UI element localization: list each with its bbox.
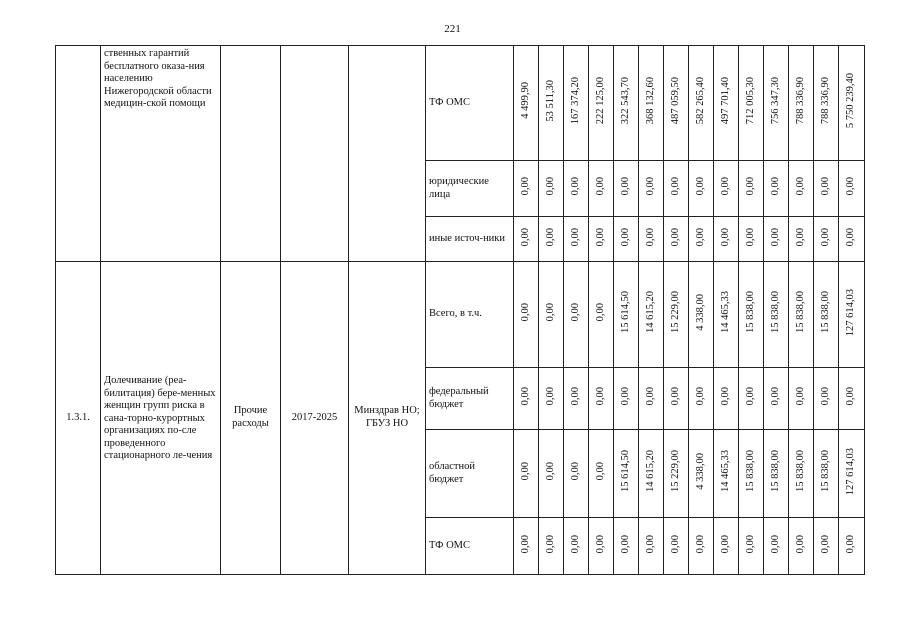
amount-cell <box>689 161 714 217</box>
amount-value: 322 543,70 <box>619 77 631 125</box>
amount-cell <box>714 430 739 518</box>
amount-cell <box>689 262 714 368</box>
amount-value: 0,00 <box>519 534 531 553</box>
amount-value: 0,00 <box>669 387 681 406</box>
amount-value: 0,00 <box>544 177 556 196</box>
amount-cell <box>739 161 764 217</box>
amount-value: 4 338,00 <box>694 293 706 331</box>
amount-cell <box>664 518 689 575</box>
amount-value: 15 229,00 <box>669 450 681 493</box>
funding-source: федеральный бюджет <box>426 368 514 430</box>
amount-cell <box>564 368 589 430</box>
executor: Минздрав НО; ГБУЗ НО <box>349 262 426 575</box>
amount-cell <box>764 161 789 217</box>
amount-cell <box>814 161 839 217</box>
amount-cell <box>539 430 564 518</box>
amount-value: 14 615,20 <box>644 450 656 493</box>
amount-cell <box>764 368 789 430</box>
amount-value: 0,00 <box>594 462 606 481</box>
amount-cell <box>639 217 664 262</box>
amount-cell <box>789 518 814 575</box>
amount-cell <box>839 262 865 368</box>
amount-cell <box>564 518 589 575</box>
measure-name: Долечивание (реа-билитация) бере-менных женщин групп риска в сана-торно-курортных организациях по-сле проведенного стационарного ле-чения <box>101 262 221 575</box>
amount-cell <box>714 217 739 262</box>
amount-value: 0,00 <box>845 387 857 406</box>
amount-cell <box>614 217 639 262</box>
amount-cell <box>814 518 839 575</box>
amount-value: 0,00 <box>594 534 606 553</box>
amount-cell <box>789 217 814 262</box>
amount-value: 5 750 239,40 <box>845 73 857 129</box>
budget-table-body <box>56 46 865 575</box>
amount-cell <box>664 217 689 262</box>
amount-cell <box>839 518 865 575</box>
amount-cell <box>539 518 564 575</box>
executor <box>349 46 426 262</box>
amount-value: 0,00 <box>519 303 531 322</box>
amount-cell <box>814 368 839 430</box>
amount-value: 0,00 <box>544 387 556 406</box>
amount-value: 127 614,03 <box>845 447 857 495</box>
amount-cell <box>639 262 664 368</box>
amount-cell <box>539 262 564 368</box>
amount-cell <box>789 368 814 430</box>
period <box>281 46 349 262</box>
amount-cell <box>689 217 714 262</box>
funding-source: юридические лица <box>426 161 514 217</box>
amount-cell <box>589 217 614 262</box>
period: 2017-2025 <box>281 262 349 575</box>
amount-cell <box>764 262 789 368</box>
amount-cell <box>739 262 764 368</box>
amount-value: 0,00 <box>794 387 806 406</box>
funding-source: областной бюджет <box>426 430 514 518</box>
amount-value: 712 005,30 <box>744 77 756 125</box>
amount-value: 15 838,00 <box>744 291 756 334</box>
amount-cell <box>514 262 539 368</box>
amount-value: 0,00 <box>519 462 531 481</box>
amount-value: 0,00 <box>694 227 706 246</box>
amount-value: 0,00 <box>769 387 781 406</box>
amount-value: 0,00 <box>669 177 681 196</box>
amount-cell <box>589 46 614 161</box>
amount-value: 0,00 <box>519 227 531 246</box>
amount-cell <box>714 262 739 368</box>
funding-source: ТФ ОМС <box>426 518 514 575</box>
amount-cell <box>639 368 664 430</box>
amount-value: 15 614,50 <box>619 450 631 493</box>
amount-value: 0,00 <box>744 177 756 196</box>
amount-value: 0,00 <box>644 534 656 553</box>
amount-cell <box>689 368 714 430</box>
amount-cell <box>764 217 789 262</box>
funding-source: иные источ-ники <box>426 217 514 262</box>
amount-cell <box>739 430 764 518</box>
amount-value: 53 511,30 <box>544 79 556 122</box>
amount-value: 0,00 <box>544 534 556 553</box>
amount-cell <box>539 46 564 161</box>
amount-cell <box>664 368 689 430</box>
amount-value: 0,00 <box>744 227 756 246</box>
expense-type: Прочие расходы <box>221 262 281 575</box>
amount-value: 0,00 <box>594 303 606 322</box>
amount-cell <box>639 518 664 575</box>
amount-value: 0,00 <box>744 387 756 406</box>
amount-value: 0,00 <box>619 534 631 553</box>
amount-value: 0,00 <box>719 177 731 196</box>
amount-value: 167 374,20 <box>569 77 581 125</box>
amount-cell <box>664 262 689 368</box>
amount-cell <box>514 161 539 217</box>
amount-cell <box>589 368 614 430</box>
amount-cell <box>589 161 614 217</box>
amount-cell <box>814 46 839 161</box>
amount-value: 0,00 <box>769 227 781 246</box>
amount-value: 0,00 <box>619 227 631 246</box>
amount-cell <box>614 430 639 518</box>
amount-value: 582 265,40 <box>694 77 706 125</box>
amount-cell <box>614 368 639 430</box>
amount-value: 0,00 <box>744 534 756 553</box>
amount-cell <box>639 430 664 518</box>
amount-cell <box>789 161 814 217</box>
amount-value: 0,00 <box>769 177 781 196</box>
amount-cell <box>664 430 689 518</box>
amount-value: 0,00 <box>569 303 581 322</box>
amount-value: 0,00 <box>694 387 706 406</box>
amount-value: 0,00 <box>569 177 581 196</box>
amount-cell <box>814 262 839 368</box>
amount-cell <box>839 430 865 518</box>
amount-value: 0,00 <box>719 227 731 246</box>
amount-value: 0,00 <box>569 227 581 246</box>
amount-cell <box>714 46 739 161</box>
amount-cell <box>839 46 865 161</box>
amount-value: 0,00 <box>769 534 781 553</box>
amount-value: 0,00 <box>519 387 531 406</box>
amount-cell <box>814 430 839 518</box>
amount-value: 0,00 <box>544 462 556 481</box>
amount-value: 487 059,50 <box>669 77 681 125</box>
amount-cell <box>789 262 814 368</box>
amount-cell <box>514 430 539 518</box>
measure-code: 1.3.1. <box>56 262 101 575</box>
amount-value: 15 838,00 <box>794 291 806 334</box>
amount-value: 15 838,00 <box>769 450 781 493</box>
amount-value: 15 838,00 <box>819 291 831 334</box>
amount-value: 0,00 <box>794 534 806 553</box>
amount-value: 0,00 <box>569 462 581 481</box>
amount-cell <box>714 368 739 430</box>
amount-cell <box>539 217 564 262</box>
amount-value: 0,00 <box>519 177 531 196</box>
amount-value: 0,00 <box>669 227 681 246</box>
amount-cell <box>839 368 865 430</box>
amount-cell <box>814 217 839 262</box>
amount-cell <box>739 46 764 161</box>
amount-cell <box>539 161 564 217</box>
amount-value: 0,00 <box>845 227 857 246</box>
amount-cell <box>739 368 764 430</box>
budget-table <box>55 45 865 575</box>
amount-cell <box>589 262 614 368</box>
expense-type <box>221 46 281 262</box>
amount-value: 4 499,90 <box>519 82 531 120</box>
amount-cell <box>564 262 589 368</box>
amount-cell <box>664 46 689 161</box>
amount-cell <box>514 368 539 430</box>
amount-value: 0,00 <box>694 177 706 196</box>
amount-cell <box>614 262 639 368</box>
amount-value: 0,00 <box>845 177 857 196</box>
amount-cell <box>639 46 664 161</box>
amount-value: 0,00 <box>619 177 631 196</box>
amount-value: 0,00 <box>794 227 806 246</box>
amount-value: 4 338,00 <box>694 452 706 490</box>
table-row <box>56 262 865 368</box>
amount-value: 0,00 <box>544 227 556 246</box>
funding-source: Всего, в т.ч. <box>426 262 514 368</box>
amount-value: 0,00 <box>819 227 831 246</box>
amount-cell <box>739 518 764 575</box>
amount-cell <box>839 217 865 262</box>
amount-value: 788 336,90 <box>794 77 806 125</box>
amount-cell <box>539 368 564 430</box>
amount-cell <box>564 161 589 217</box>
amount-value: 0,00 <box>569 534 581 553</box>
table-row <box>56 46 865 161</box>
amount-cell <box>714 161 739 217</box>
measure-code <box>56 46 101 262</box>
amount-cell <box>514 518 539 575</box>
amount-value: 14 615,20 <box>644 291 656 334</box>
amount-value: 15 838,00 <box>819 450 831 493</box>
amount-value: 15 838,00 <box>769 291 781 334</box>
amount-value: 0,00 <box>719 387 731 406</box>
amount-value: 0,00 <box>819 387 831 406</box>
amount-value: 15 229,00 <box>669 291 681 334</box>
amount-cell <box>564 217 589 262</box>
amount-cell <box>789 46 814 161</box>
amount-value: 788 336,90 <box>819 77 831 125</box>
amount-cell <box>689 518 714 575</box>
amount-value: 14 465,33 <box>719 450 731 493</box>
amount-cell <box>614 518 639 575</box>
amount-cell <box>839 161 865 217</box>
measure-name: ственных гарантий бесплатного оказа-ния населению Нижегородской области медицин-ской помощи <box>101 46 221 262</box>
amount-value: 0,00 <box>619 387 631 406</box>
amount-cell <box>639 161 664 217</box>
amount-value: 0,00 <box>644 227 656 246</box>
amount-cell <box>714 518 739 575</box>
amount-value: 368 132,60 <box>644 77 656 125</box>
amount-cell <box>564 430 589 518</box>
amount-cell <box>589 430 614 518</box>
amount-cell <box>589 518 614 575</box>
amount-value: 0,00 <box>819 177 831 196</box>
amount-value: 0,00 <box>594 227 606 246</box>
amount-value: 0,00 <box>719 534 731 553</box>
amount-value: 222 125,00 <box>594 77 606 125</box>
amount-value: 0,00 <box>794 177 806 196</box>
amount-value: 0,00 <box>819 534 831 553</box>
amount-value: 756 347,30 <box>769 77 781 125</box>
amount-cell <box>764 518 789 575</box>
amount-value: 15 614,50 <box>619 291 631 334</box>
amount-value: 0,00 <box>594 387 606 406</box>
amount-cell <box>764 430 789 518</box>
amount-cell <box>739 217 764 262</box>
amount-value: 127 614,03 <box>845 288 857 336</box>
amount-cell <box>689 430 714 518</box>
amount-cell <box>614 161 639 217</box>
amount-value: 0,00 <box>594 177 606 196</box>
amount-cell <box>514 46 539 161</box>
amount-value: 0,00 <box>569 387 581 406</box>
funding-source: ТФ ОМС <box>426 46 514 161</box>
amount-value: 0,00 <box>644 387 656 406</box>
amount-cell <box>564 46 589 161</box>
amount-cell <box>514 217 539 262</box>
amount-value: 15 838,00 <box>744 450 756 493</box>
amount-value: 0,00 <box>669 534 681 553</box>
amount-value: 0,00 <box>845 534 857 553</box>
amount-cell <box>614 46 639 161</box>
amount-value: 15 838,00 <box>794 450 806 493</box>
amount-value: 0,00 <box>544 303 556 322</box>
amount-cell <box>664 161 689 217</box>
amount-cell <box>689 46 714 161</box>
amount-cell <box>789 430 814 518</box>
page-number: 221 <box>444 23 461 35</box>
amount-value: 0,00 <box>694 534 706 553</box>
amount-cell <box>764 46 789 161</box>
amount-value: 14 465,33 <box>719 291 731 334</box>
amount-value: 497 701,40 <box>719 77 731 125</box>
amount-value: 0,00 <box>644 177 656 196</box>
